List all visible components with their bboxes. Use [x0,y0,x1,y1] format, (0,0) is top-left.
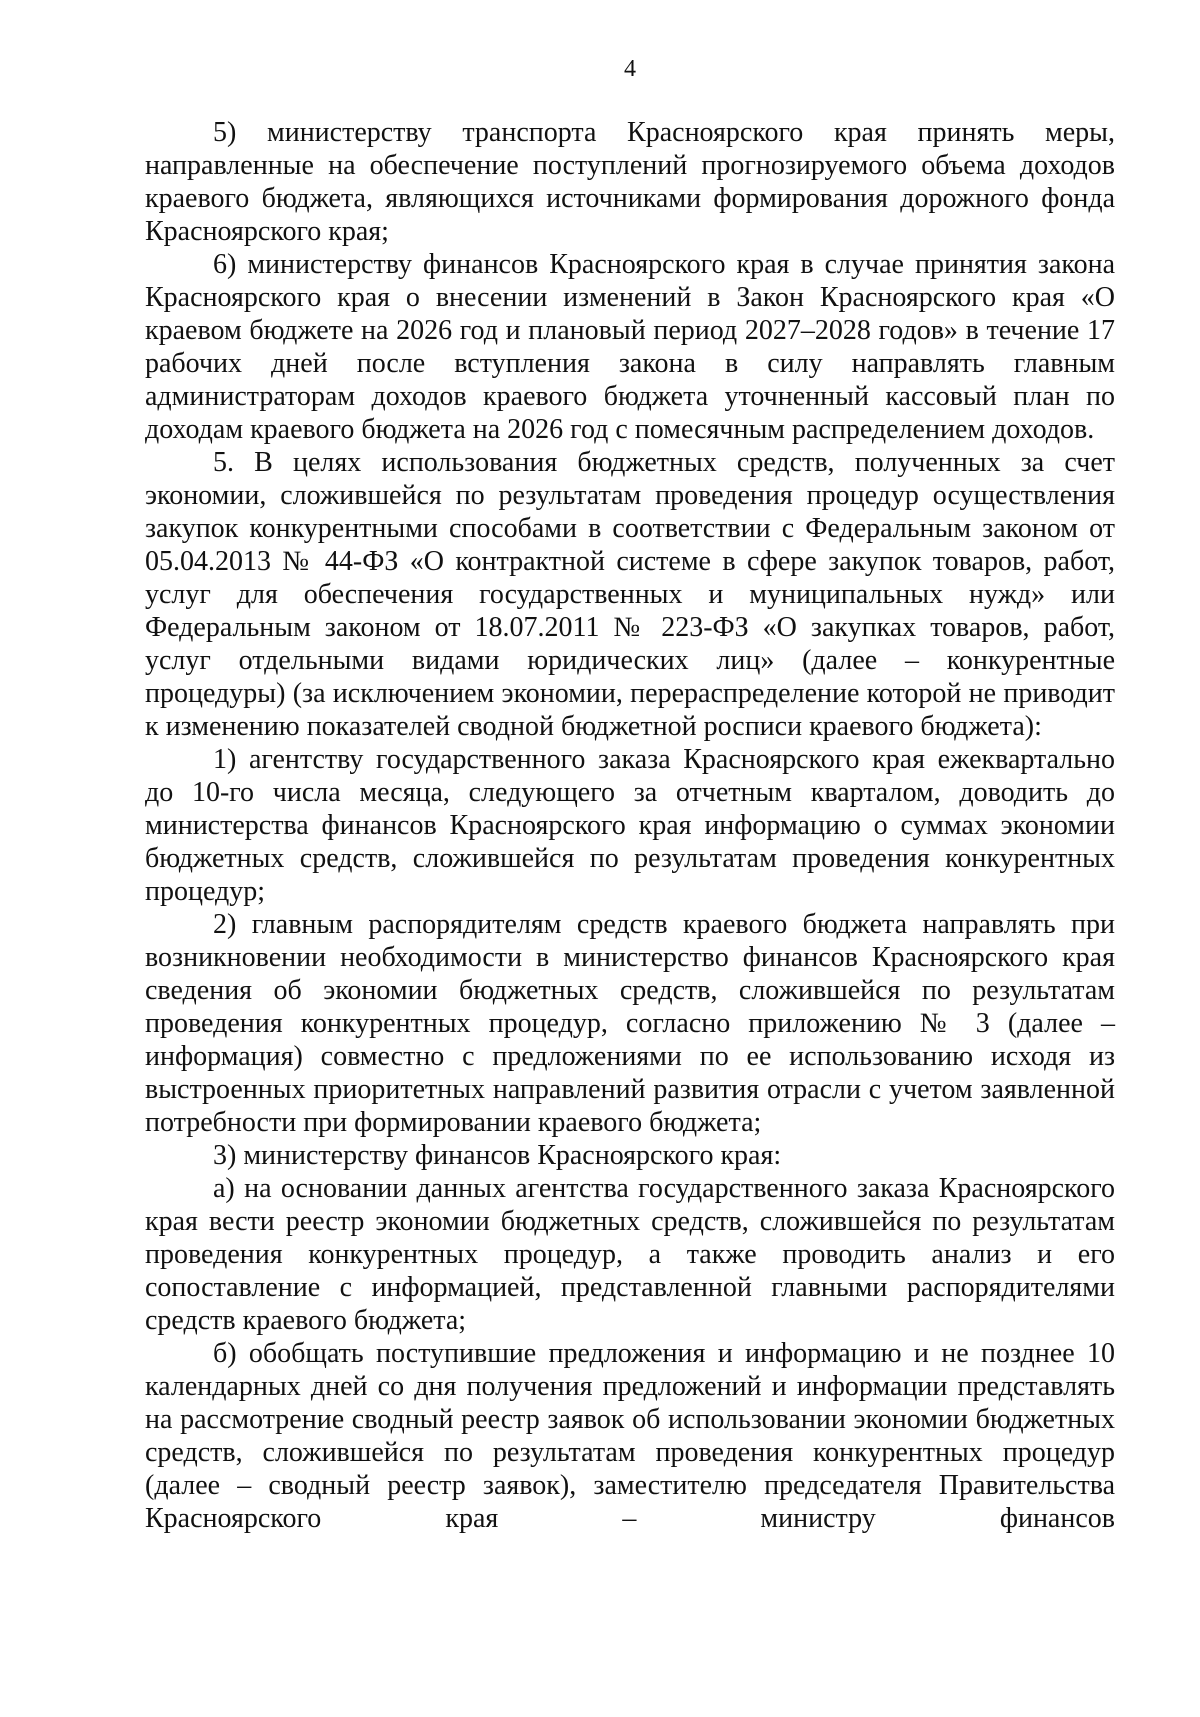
document-body [145,116,1115,1535]
paragraph-item-1-agency: 1) агентству государственного заказа Красноярского края ежеквартально до 10-го числа месяца, следующего за отчетным кварталом, доводить до министерства финансов Красноярского края информацию о суммах экономии бюджетных средств, сложившейся по результатам проведения конкурентных процедур; [145,744,1115,907]
paragraph-item-2-managers: 2) главным распорядителям средств краевого бюджета направлять при возникновении необходимости в министерство финансов Красноярского края сведения об экономии бюджетных средств, сложившейся по результатам проведения конкурентных процедур, согласно приложению № 3 (далее – информация) совместно с предложениями по ее использованию исходя из выстроенных приоритетных направлений развития отрасли с учетом заявленной потребности при формировании краевого бюджета; [145,909,1115,1138]
paragraph-item-3-ministry: 3) министерству финансов Красноярского края: [213,1140,782,1171]
paragraph-section-5-savings: 5. В целях использования бюджетных средств, полученных за счет экономии, сложившейся по результатам проведения процедур осуществления закупок конкурентными способами в соответствии с Федеральным законом от 05.04.2013 № 44-ФЗ «О контрактной системе в сфере закупок товаров, работ, услуг для обеспечения государственных и муниципальных нужд» или Федеральным законом от 18.07.2011 № 223-ФЗ «О закупках товаров, работ, услуг отдельными видами юридических лиц» (далее – конкурентные процедуры) (за исключением экономии, перераспределение которой не приводит к изменению показателей сводной бюджетной росписи краевого бюджета): [145,447,1115,742]
page-number: 4 [624,56,636,82]
paragraph-subitem-b-summary: б) обобщать поступившие предложения и информацию и не позднее 10 календарных дней со дня получения предложений и информации представлять на рассмотрение сводный реестр заявок об использовании экономии бюджетных средств, сложившейся по результатам проведения конкурентных процедур (далее – сводный реестр заявок), заместителю председателя Правительства Красноярского края – министру финансов [145,1338,1115,1534]
paragraph-item-6-finance: 6) министерству финансов Красноярского края в случае принятия закона Красноярского края о внесении изменений в Закон Красноярского края «О краевом бюджете на 2026 год и плановый период 2027–2028 годов» в течение 17 рабочих дней после вступления закона в силу направлять главным администраторам доходов краевого бюджета уточненный кассовый план по доходам краевого бюджета на 2026 год с помесячным распределением доходов. [145,249,1115,445]
paragraph-subitem-a-registry: а) на основании данных агентства государственного заказа Красноярского края вести реестр экономии бюджетных средств, сложившейся по результатам проведения конкурентных процедур, а также проводить анализ и его сопоставление с информацией, представленной главными распорядителями средств краевого бюджета; [145,1173,1115,1336]
paragraph-item-5-transport: 5) министерству транспорта Красноярского края принять меры, направленные на обеспечение поступлений прогнозируемого объема доходов краевого бюджета, являющихся источниками формирования дорожного фонда Красноярского края; [145,117,1115,247]
